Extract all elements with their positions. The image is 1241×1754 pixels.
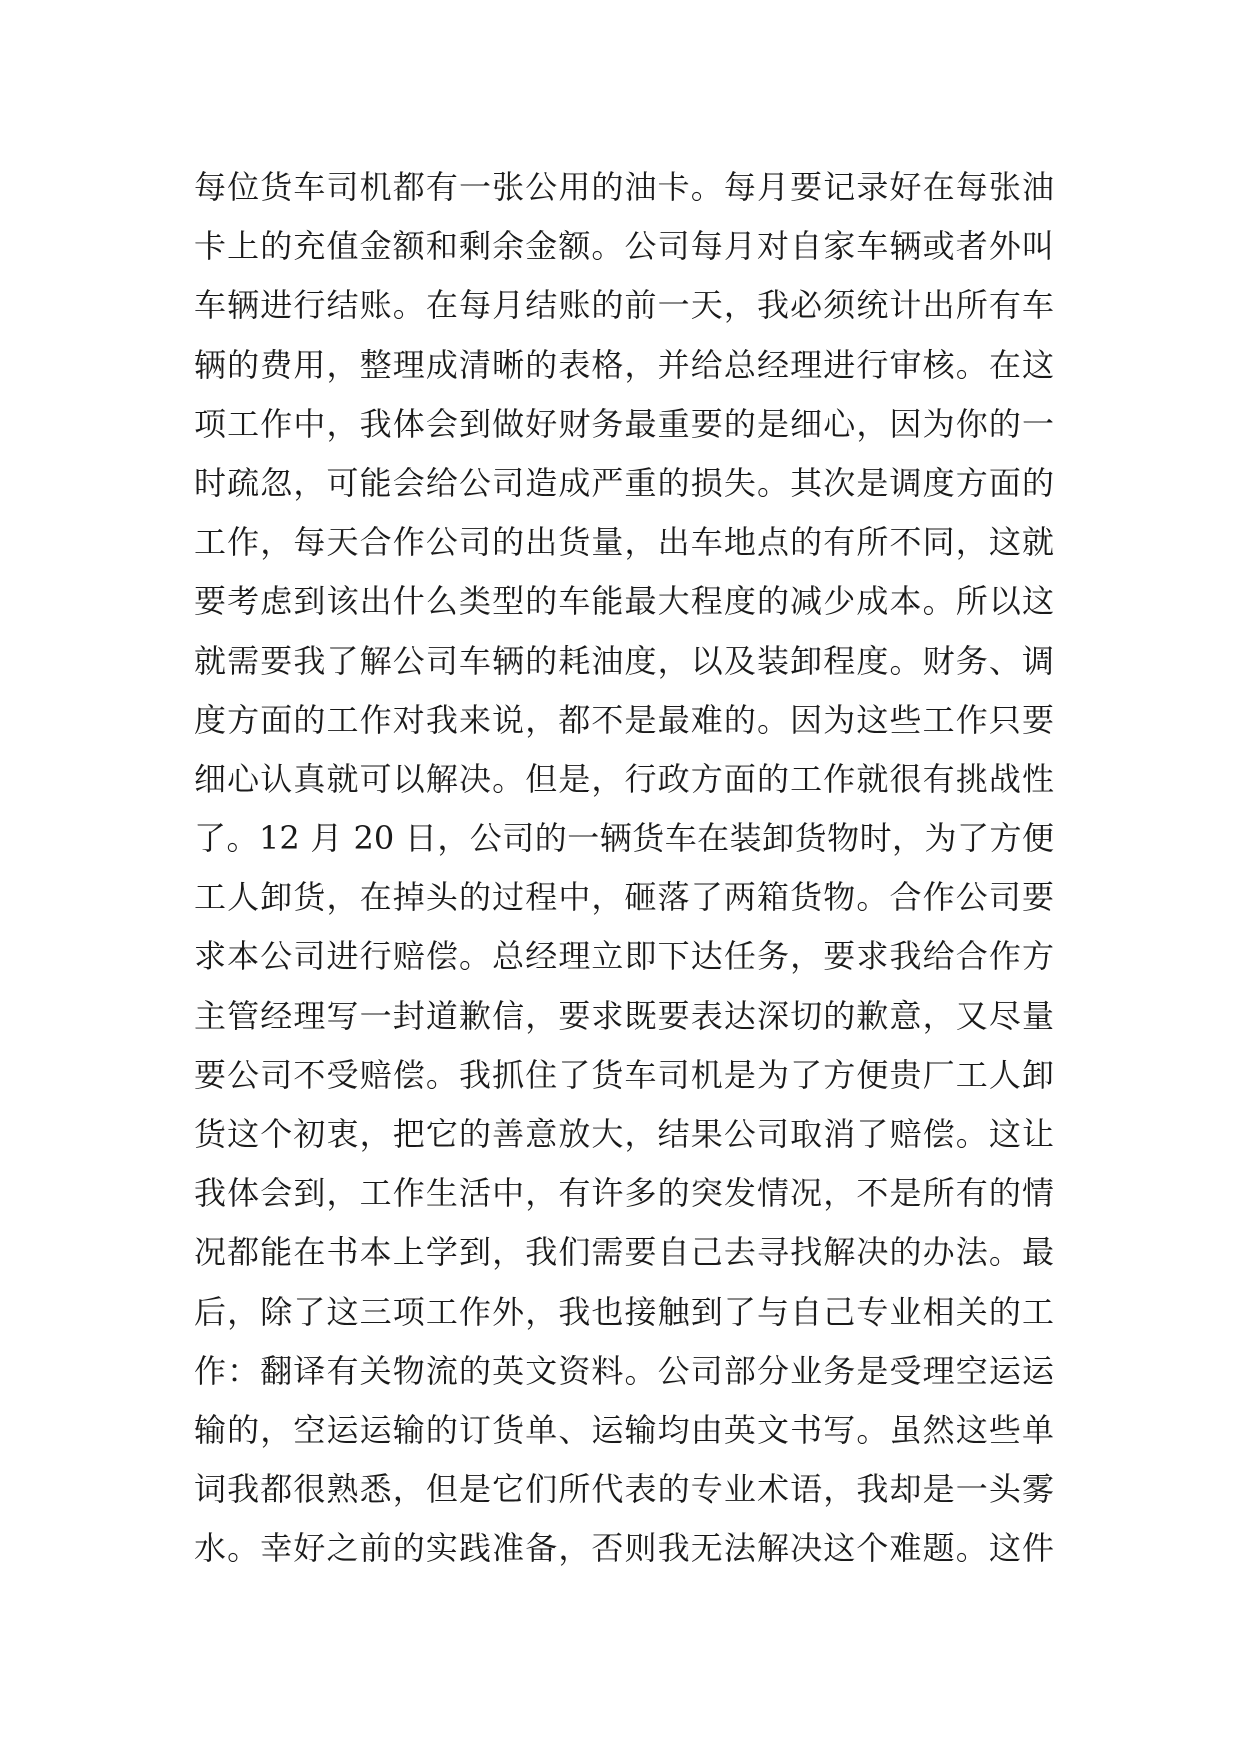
text-line: 卡上的充值金额和剩余金额。公司每月对自家车辆或者外叫 xyxy=(194,227,1054,266)
text-line: 词我都很熟悉，但是它们所代表的专业术语，我却是一头雾 xyxy=(194,1470,1054,1509)
text-line: 输的，空运运输的订货单、运输均由英文书写。虽然这些单 xyxy=(194,1410,1054,1449)
text-line: 我体会到，工作生活中，有许多的突发情况，不是所有的情 xyxy=(194,1174,1054,1213)
text-line: 况都能在书本上学到，我们需要自己去寻找解决的办法。最 xyxy=(194,1233,1054,1272)
text-line: 作：翻译有关物流的英文资料。公司部分业务是受理空运运 xyxy=(194,1351,1054,1390)
text-line: 时疏忽，可能会给公司造成严重的损失。其次是调度方面的 xyxy=(194,463,1054,502)
text-line: 车辆进行结账。在每月结账的前一天，我必须统计出所有车 xyxy=(194,286,1054,325)
body-paragraph xyxy=(194,158,1054,1579)
text-line: 工作，每天合作公司的出货量，出车地点的有所不同，这就 xyxy=(194,523,1054,562)
text-line: 后，除了这三项工作外，我也接触到了与自己专业相关的工 xyxy=(194,1292,1054,1331)
text-line: 要公司不受赔偿。我抓住了货车司机是为了方便贵厂工人卸 xyxy=(194,1055,1054,1094)
text-line: 就需要我了解公司车辆的耗油度，以及装卸程度。财务、调 xyxy=(194,641,1054,680)
text-line: 货这个初衷，把它的善意放大，结果公司取消了赔偿。这让 xyxy=(194,1115,1054,1153)
text-line: 要考虑到该出什么类型的车能最大程度的减少成本。所以这 xyxy=(194,582,1054,621)
text-line: 工人卸货，在掉头的过程中，砸落了两箱货物。合作公司要 xyxy=(194,878,1054,917)
text-line: 细心认真就可以解决。但是，行政方面的工作就很有挑战性 xyxy=(194,759,1054,798)
text-line: 了。12 月 20 日，公司的一辆货车在装卸货物时，为了方便 xyxy=(194,819,1054,858)
text-line: 每位货车司机都有一张公用的油卡。每月要记录好在每张油 xyxy=(194,168,1054,206)
text-line: 主管经理写一封道歉信，要求既要表达深切的歉意，又尽量 xyxy=(194,996,1054,1035)
text-line: 求本公司进行赔偿。总经理立即下达任务，要求我给合作方 xyxy=(194,937,1054,976)
text-line: 度方面的工作对我来说，都不是最难的。因为这些工作只要 xyxy=(194,700,1054,739)
text-line: 项工作中，我体会到做好财务最重要的是细心，因为你的一 xyxy=(194,404,1054,443)
text-line: 辆的费用，整理成清晰的表格，并给总经理进行审核。在这 xyxy=(194,345,1054,384)
text-line: 水。幸好之前的实践准备，否则我无法解决这个难题。这件 xyxy=(194,1529,1054,1568)
